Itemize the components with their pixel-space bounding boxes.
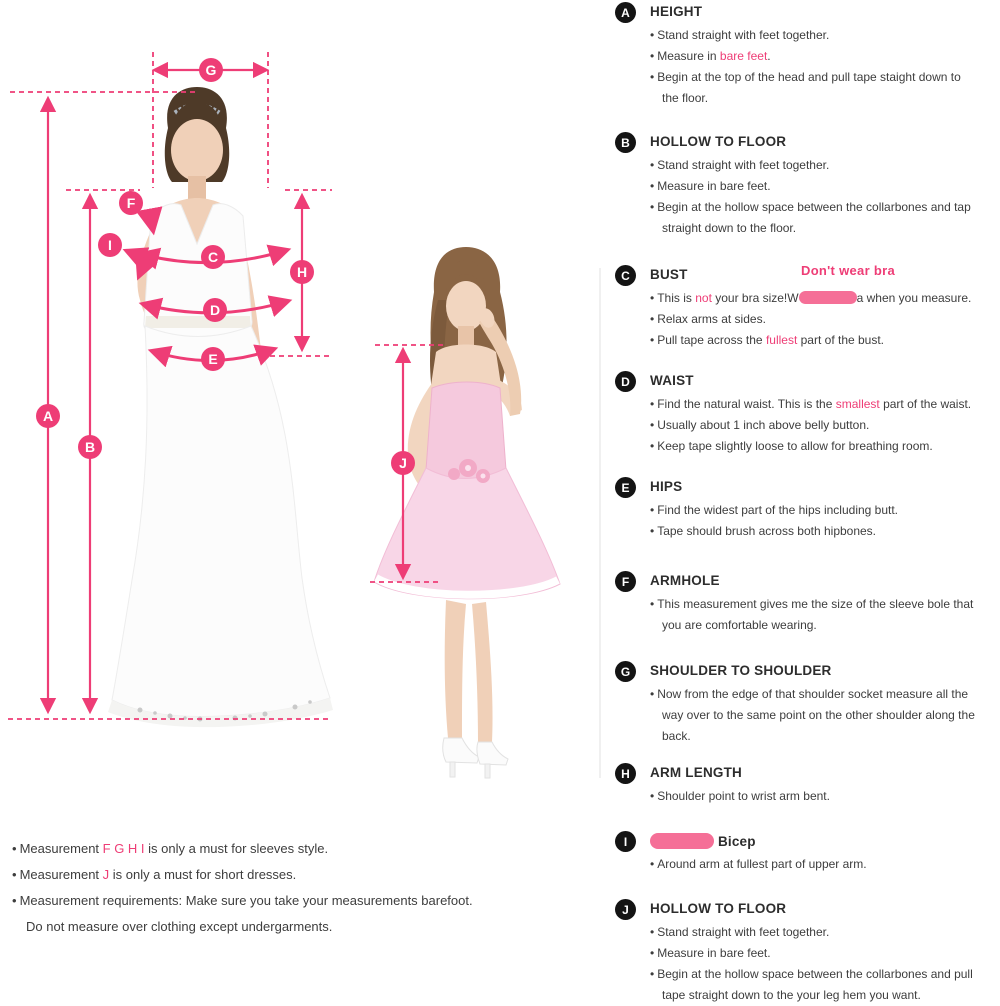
section-bullets xyxy=(650,500,995,542)
text-segment: is only a must for short dresses. xyxy=(109,867,297,882)
text-segment: Stand straight with feet together. xyxy=(657,158,830,172)
section-bullets xyxy=(650,288,995,351)
section-bullets xyxy=(650,394,995,457)
section-header xyxy=(613,373,995,391)
measure-section-e xyxy=(613,479,995,542)
text-segment: Begin at the hollow space between the collarbones and pull xyxy=(657,967,973,981)
handwritten-correction-note: Don't wear bra xyxy=(801,263,895,278)
section-title: HOLLOW TO FLOOR xyxy=(650,901,787,916)
bullet-marker: • xyxy=(650,687,655,701)
bride-face xyxy=(171,119,223,181)
section-letter-badge: G xyxy=(615,661,636,682)
measure-line-I xyxy=(127,251,141,276)
badge-D xyxy=(203,298,227,322)
text-segment: Stand straight with feet together. xyxy=(657,28,830,42)
section-title: HOLLOW TO FLOOR xyxy=(650,134,787,149)
measure-section-h xyxy=(613,765,995,807)
bride-model-photo xyxy=(108,87,333,727)
section-letter-badge: D xyxy=(615,371,636,392)
section-header xyxy=(613,479,995,497)
text-segment: part of the waist. xyxy=(879,397,972,411)
pink-scribble xyxy=(650,833,714,849)
text-segment: Tape should brush across both hipbones. xyxy=(657,524,877,538)
girl-neck xyxy=(458,326,474,346)
instruction-bullet xyxy=(650,854,995,875)
text-segment: Measure in xyxy=(657,49,720,63)
measure-section-b xyxy=(613,134,995,239)
instruction-bullet xyxy=(650,25,995,46)
text-segment: . xyxy=(767,49,771,63)
text-segment: Bicep xyxy=(714,834,756,849)
instruction-bullet xyxy=(650,155,995,176)
text-segment: your bra size!W xyxy=(711,291,799,305)
measure-section-a xyxy=(613,4,995,109)
section-letter-badge: F xyxy=(615,571,636,592)
instruction-bullet xyxy=(650,309,995,330)
badge-F xyxy=(119,191,143,215)
bullet-marker: • xyxy=(650,70,655,84)
instruction-bullet xyxy=(650,684,995,747)
measure-section-c xyxy=(613,263,995,351)
section-header xyxy=(613,263,995,285)
instruction-bullet xyxy=(650,415,995,436)
bullet-marker: • xyxy=(650,946,655,960)
text-segment: way over to the same point on the other shoulder along the xyxy=(662,708,975,722)
footnote-line xyxy=(12,836,532,862)
bullet-marker: • xyxy=(650,503,655,517)
measure-section-d xyxy=(613,373,995,457)
instruction-bullet xyxy=(650,521,995,542)
svg-text:E: E xyxy=(208,351,218,367)
bullet-marker: • xyxy=(650,967,655,981)
section-letter-badge: I xyxy=(615,831,636,852)
bullet-marker: • xyxy=(650,28,655,42)
text-segment: Begin at the top of the head and pull tape staight down to xyxy=(657,70,961,84)
bullet-marker: • xyxy=(650,857,655,871)
badge-J xyxy=(391,451,415,475)
badge-E xyxy=(201,347,225,371)
section-bullets xyxy=(650,155,995,239)
highlighted-text: bare feet xyxy=(719,49,768,63)
text-segment: you are comfortable wearing. xyxy=(662,618,817,632)
girl-legs xyxy=(445,600,466,738)
pink-scribble xyxy=(799,291,857,304)
bullet-marker: • xyxy=(650,397,655,411)
section-bullets xyxy=(650,594,995,636)
text-segment: back. xyxy=(662,729,691,743)
text-segment: Do not measure over clothing except undergarments. xyxy=(26,919,333,934)
measure-section-i xyxy=(613,833,995,875)
section-bullets xyxy=(650,684,995,747)
badge-B xyxy=(78,435,102,459)
badge-A xyxy=(36,404,60,428)
instruction-bullet xyxy=(650,330,995,351)
measurement-notes xyxy=(12,836,532,940)
text-segment: part of the bust. xyxy=(797,333,885,347)
svg-text:C: C xyxy=(207,249,219,265)
section-title: HIPS xyxy=(650,479,683,494)
section-letter-badge: C xyxy=(615,265,636,286)
bullet-marker: • xyxy=(12,893,17,908)
bullet-marker: • xyxy=(650,200,655,214)
section-title: BUST xyxy=(650,267,688,282)
text-segment: Now from the edge of that shoulder socket measure all the xyxy=(657,687,969,701)
svg-text:I: I xyxy=(108,237,112,253)
instruction-bullet xyxy=(650,436,995,457)
section-title: ARMHOLE xyxy=(650,573,720,588)
text-segment: Relax arms at sides. xyxy=(657,312,766,326)
section-title: WAIST xyxy=(650,373,694,388)
highlighted-text: F G H I xyxy=(102,841,149,856)
section-letter-badge: A xyxy=(615,2,636,23)
instruction-bullet xyxy=(650,67,995,109)
bullet-marker: • xyxy=(650,158,655,172)
text-segment: the floor. xyxy=(662,91,709,105)
bullet-marker: • xyxy=(650,925,655,939)
bullet-marker: • xyxy=(12,867,17,882)
text-segment: a when you measure. xyxy=(856,291,972,305)
section-bullets xyxy=(650,922,995,1006)
text-segment: Measure in bare feet. xyxy=(657,179,771,193)
section-bullets xyxy=(650,786,995,807)
section-header xyxy=(613,663,995,681)
svg-text:B: B xyxy=(84,439,96,455)
section-letter-badge: J xyxy=(615,899,636,920)
svg-text:H: H xyxy=(296,264,308,280)
measure-line-F xyxy=(138,211,153,230)
section-title: HEIGHT xyxy=(650,4,703,19)
text-segment: Shoulder point to wrist arm bent. xyxy=(657,789,830,803)
bullet-marker: • xyxy=(650,439,655,453)
text-segment: is only a must for sleeves style. xyxy=(148,841,329,856)
text-segment: Measurement xyxy=(19,867,103,882)
section-header xyxy=(613,134,995,152)
badge-C xyxy=(201,245,225,269)
footnote-line xyxy=(12,862,532,888)
bullet-marker: • xyxy=(650,789,655,803)
badge-G xyxy=(199,58,223,82)
text-segment: Keep tape slightly loose to allow for breathing room. xyxy=(657,439,933,453)
bullet-marker: • xyxy=(650,49,655,63)
instruction-bullet xyxy=(650,288,995,309)
text-segment: Stand straight with feet together. xyxy=(657,925,830,939)
footnote-line xyxy=(12,888,532,914)
footnote-line xyxy=(12,914,532,940)
text-segment: Find the natural waist. This is the xyxy=(657,397,836,411)
instruction-bullet xyxy=(650,943,995,964)
instruction-bullet xyxy=(650,197,995,239)
section-header xyxy=(613,833,995,851)
section-bullets xyxy=(650,25,995,109)
section-title: ARM LENGTH xyxy=(650,765,742,780)
svg-text:G: G xyxy=(205,62,217,78)
section-letter-badge: E xyxy=(615,477,636,498)
section-letter-badge: B xyxy=(615,132,636,153)
text-segment: Pull tape across the xyxy=(657,333,766,347)
badge-H xyxy=(290,260,314,284)
measurement-sections xyxy=(613,4,995,1006)
bride-belt xyxy=(145,316,251,328)
instruction-bullet xyxy=(650,176,995,197)
instruction-bullet xyxy=(650,594,995,636)
section-header xyxy=(613,4,995,22)
bullet-marker: • xyxy=(650,597,655,611)
text-segment: tape straight down to the your leg hem you want. xyxy=(662,988,921,1002)
bullet-marker: • xyxy=(12,841,17,856)
section-header xyxy=(613,901,995,919)
text-segment: This is xyxy=(657,291,696,305)
bullet-marker: • xyxy=(650,524,655,538)
bullet-marker: • xyxy=(650,418,655,432)
badge-I xyxy=(98,233,122,257)
section-header xyxy=(613,765,995,783)
measure-section-g xyxy=(613,663,995,747)
instruction-bullet xyxy=(650,500,995,521)
svg-text:J: J xyxy=(399,455,407,471)
text-segment: Measure in bare feet. xyxy=(657,946,771,960)
bullet-marker: • xyxy=(650,179,655,193)
text-segment: Find the widest part of the hips including butt. xyxy=(657,503,899,517)
bullet-marker: • xyxy=(650,312,655,326)
highlighted-text: fullest xyxy=(765,333,798,347)
text-segment: Measurement xyxy=(19,841,103,856)
bullet-marker: • xyxy=(650,291,655,305)
instruction-bullet xyxy=(650,922,995,943)
text-segment: Around arm at fullest part of upper arm. xyxy=(657,857,867,871)
text-segment: Begin at the hollow space between the collarbones and tap xyxy=(657,200,971,214)
text-segment: Measurement requirements: Make sure you take your measurements barefoot. xyxy=(19,893,473,908)
section-letter-badge: H xyxy=(615,763,636,784)
instruction-bullet xyxy=(650,46,995,67)
svg-text:F: F xyxy=(126,195,136,211)
measure-section-j xyxy=(613,901,995,1006)
pink-dress-model-photo xyxy=(374,247,600,778)
text-segment: This measurement gives me the size of the sleeve bole that xyxy=(657,597,974,611)
text-segment: straight down to the floor. xyxy=(662,221,797,235)
bullet-marker: • xyxy=(650,333,655,347)
section-title: SHOULDER TO SHOULDER xyxy=(650,663,832,678)
white-heels xyxy=(443,738,508,778)
bride-dress-skirt xyxy=(112,326,330,716)
section-title xyxy=(650,833,756,849)
measure-section-f xyxy=(613,573,995,636)
instruction-bullet xyxy=(650,786,995,807)
svg-text:D: D xyxy=(209,302,221,318)
highlighted-text: J xyxy=(102,867,110,882)
highlighted-text: smallest xyxy=(835,397,880,411)
instruction-bullet xyxy=(650,394,995,415)
svg-text:A: A xyxy=(42,408,54,424)
section-header xyxy=(613,573,995,591)
highlighted-text: not xyxy=(695,291,712,305)
section-bullets xyxy=(650,854,995,875)
text-segment: Usually about 1 inch above belly button. xyxy=(657,418,870,432)
